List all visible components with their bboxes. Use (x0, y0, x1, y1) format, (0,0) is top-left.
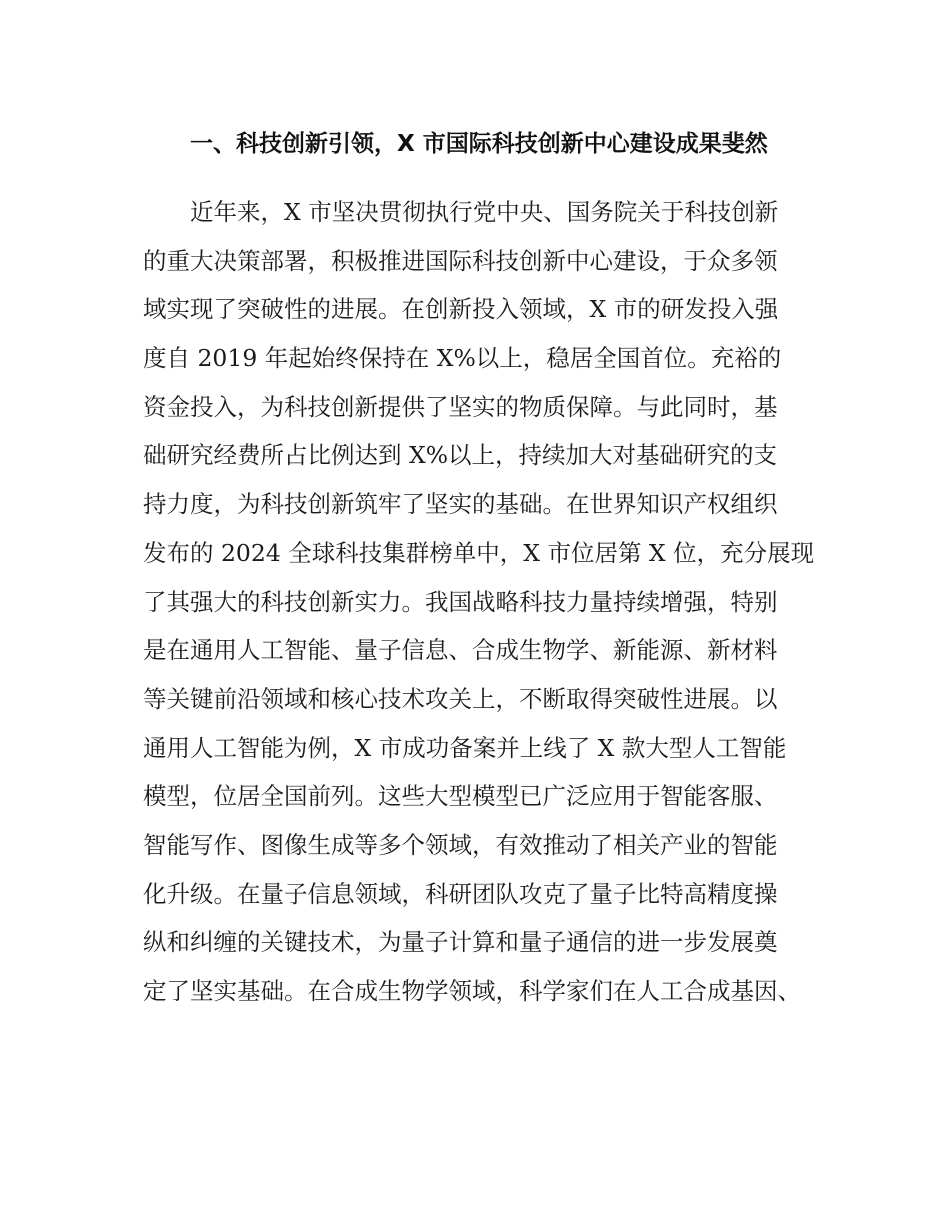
paragraph-line: 了其强大的科技创新实力。我国战略科技力量持续增强，特别 (143, 587, 778, 616)
paragraph-line: 是在通用人工智能、量子信息、合成生物学、新能源、新材料 (143, 636, 778, 665)
paragraph-line: 础研究经费所占比例达到 X%以上，持续加大对基础研究的支 (143, 441, 778, 470)
body-paragraph (143, 188, 823, 1016)
paragraph-line: 域实现了突破性的进展。在创新投入领域，X 市的研发投入强 (143, 295, 779, 324)
paragraph-line: 等关键前沿领域和核心技术攻关上，不断取得突破性进展。以 (143, 684, 778, 713)
paragraph-line: 度自 2019 年起始终保持在 X%以上，稳居全国首位。充裕的 (143, 344, 782, 373)
section-heading: 一、科技创新引领，X 市国际科技创新中心建设成果斐然 (190, 131, 768, 157)
paragraph-line: 持力度，为科技创新筑牢了坚实的基础。在世界知识产权组织 (143, 490, 778, 519)
paragraph-line: 智能写作、图像生成等多个领域，有效推动了相关产业的智能 (143, 830, 778, 859)
paragraph-line: 化升级。在量子信息领域，科研团队攻克了量子比特高精度操 (143, 879, 778, 908)
paragraph-line: 模型，位居全国前列。这些大型模型已广泛应用于智能客服、 (143, 782, 778, 811)
paragraph-line: 定了坚实基础。在合成生物学领域，科学家们在人工合成基因、 (143, 977, 801, 1005)
paragraph-line: 纵和纠缠的关键技术，为量子计算和量子通信的进一步发展奠 (143, 928, 778, 957)
paragraph-line: 近年来，X 市坚决贯彻执行党中央、国务院关于科技创新 (190, 198, 779, 226)
paragraph-line: 通用人工智能为例，X 市成功备案并上线了 X 款大型人工智能 (143, 733, 787, 762)
paragraph-line: 资金投入，为科技创新提供了坚实的物质保障。与此同时，基 (143, 392, 778, 421)
paragraph-line: 发布的 2024 全球科技集群榜单中，X 市位居第 X 位，充分展现 (143, 538, 815, 567)
paragraph-line: 的重大决策部署，积极推进国际科技创新中心建设，于众多领 (143, 246, 778, 275)
